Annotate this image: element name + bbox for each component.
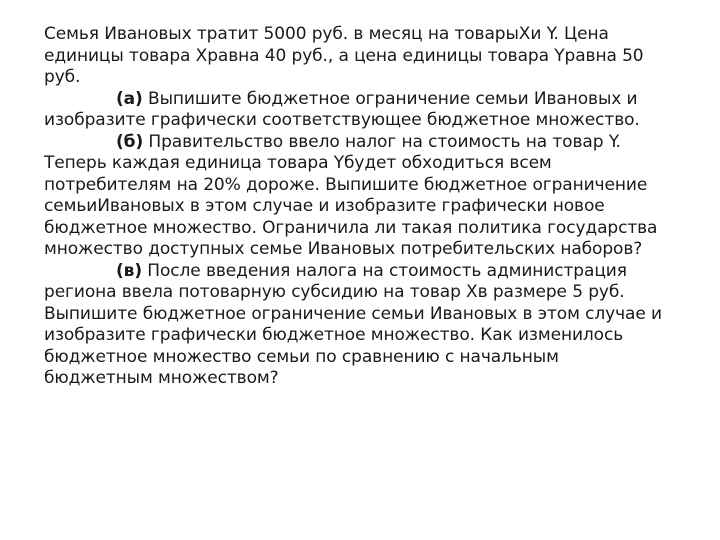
part-c-label: (в)	[116, 260, 142, 281]
problem-intro: Семья Ивановых тратит 5000 руб. в месяц на товарыXи Y. Цена единицы товара Xравна 40 руб., а цена единицы товара Yравна 50 руб.	[44, 24, 644, 87]
part-c	[44, 261, 672, 390]
part-a	[44, 89, 672, 132]
problem-text	[44, 24, 672, 390]
part-b-label: (б)	[116, 131, 144, 152]
part-b-text: Правительство ввело налог на стоимость на товар Y. Теперь каждая единица товара Yбудет обходиться всем потребителям на 20% дороже. Выпишите бюджетное ограничение семьиИвановых в этом случае и изобразите графически новое бюджетное множество. Ограничила ли такая политика государства множество доступных семье Ивановых потребительских наборов?	[44, 131, 658, 259]
part-a-label: (а)	[116, 88, 143, 109]
part-c-text: После введения налога на стоимость администрация региона ввела потоварную субсидию на товар Xв размере 5 руб. Выпишите бюджетное ограничение семьи Ивановых в этом случае и изобразите графически бюджетное множество. Как изменилось бюджетное множество семьи по сравнению с начальным бюджетным множеством?	[44, 260, 662, 388]
part-b	[44, 132, 672, 261]
part-a-text: Выпишите бюджетное ограничение семьи Ивановых и изобразите графически соответствующее бюджетное множество.	[44, 88, 640, 130]
